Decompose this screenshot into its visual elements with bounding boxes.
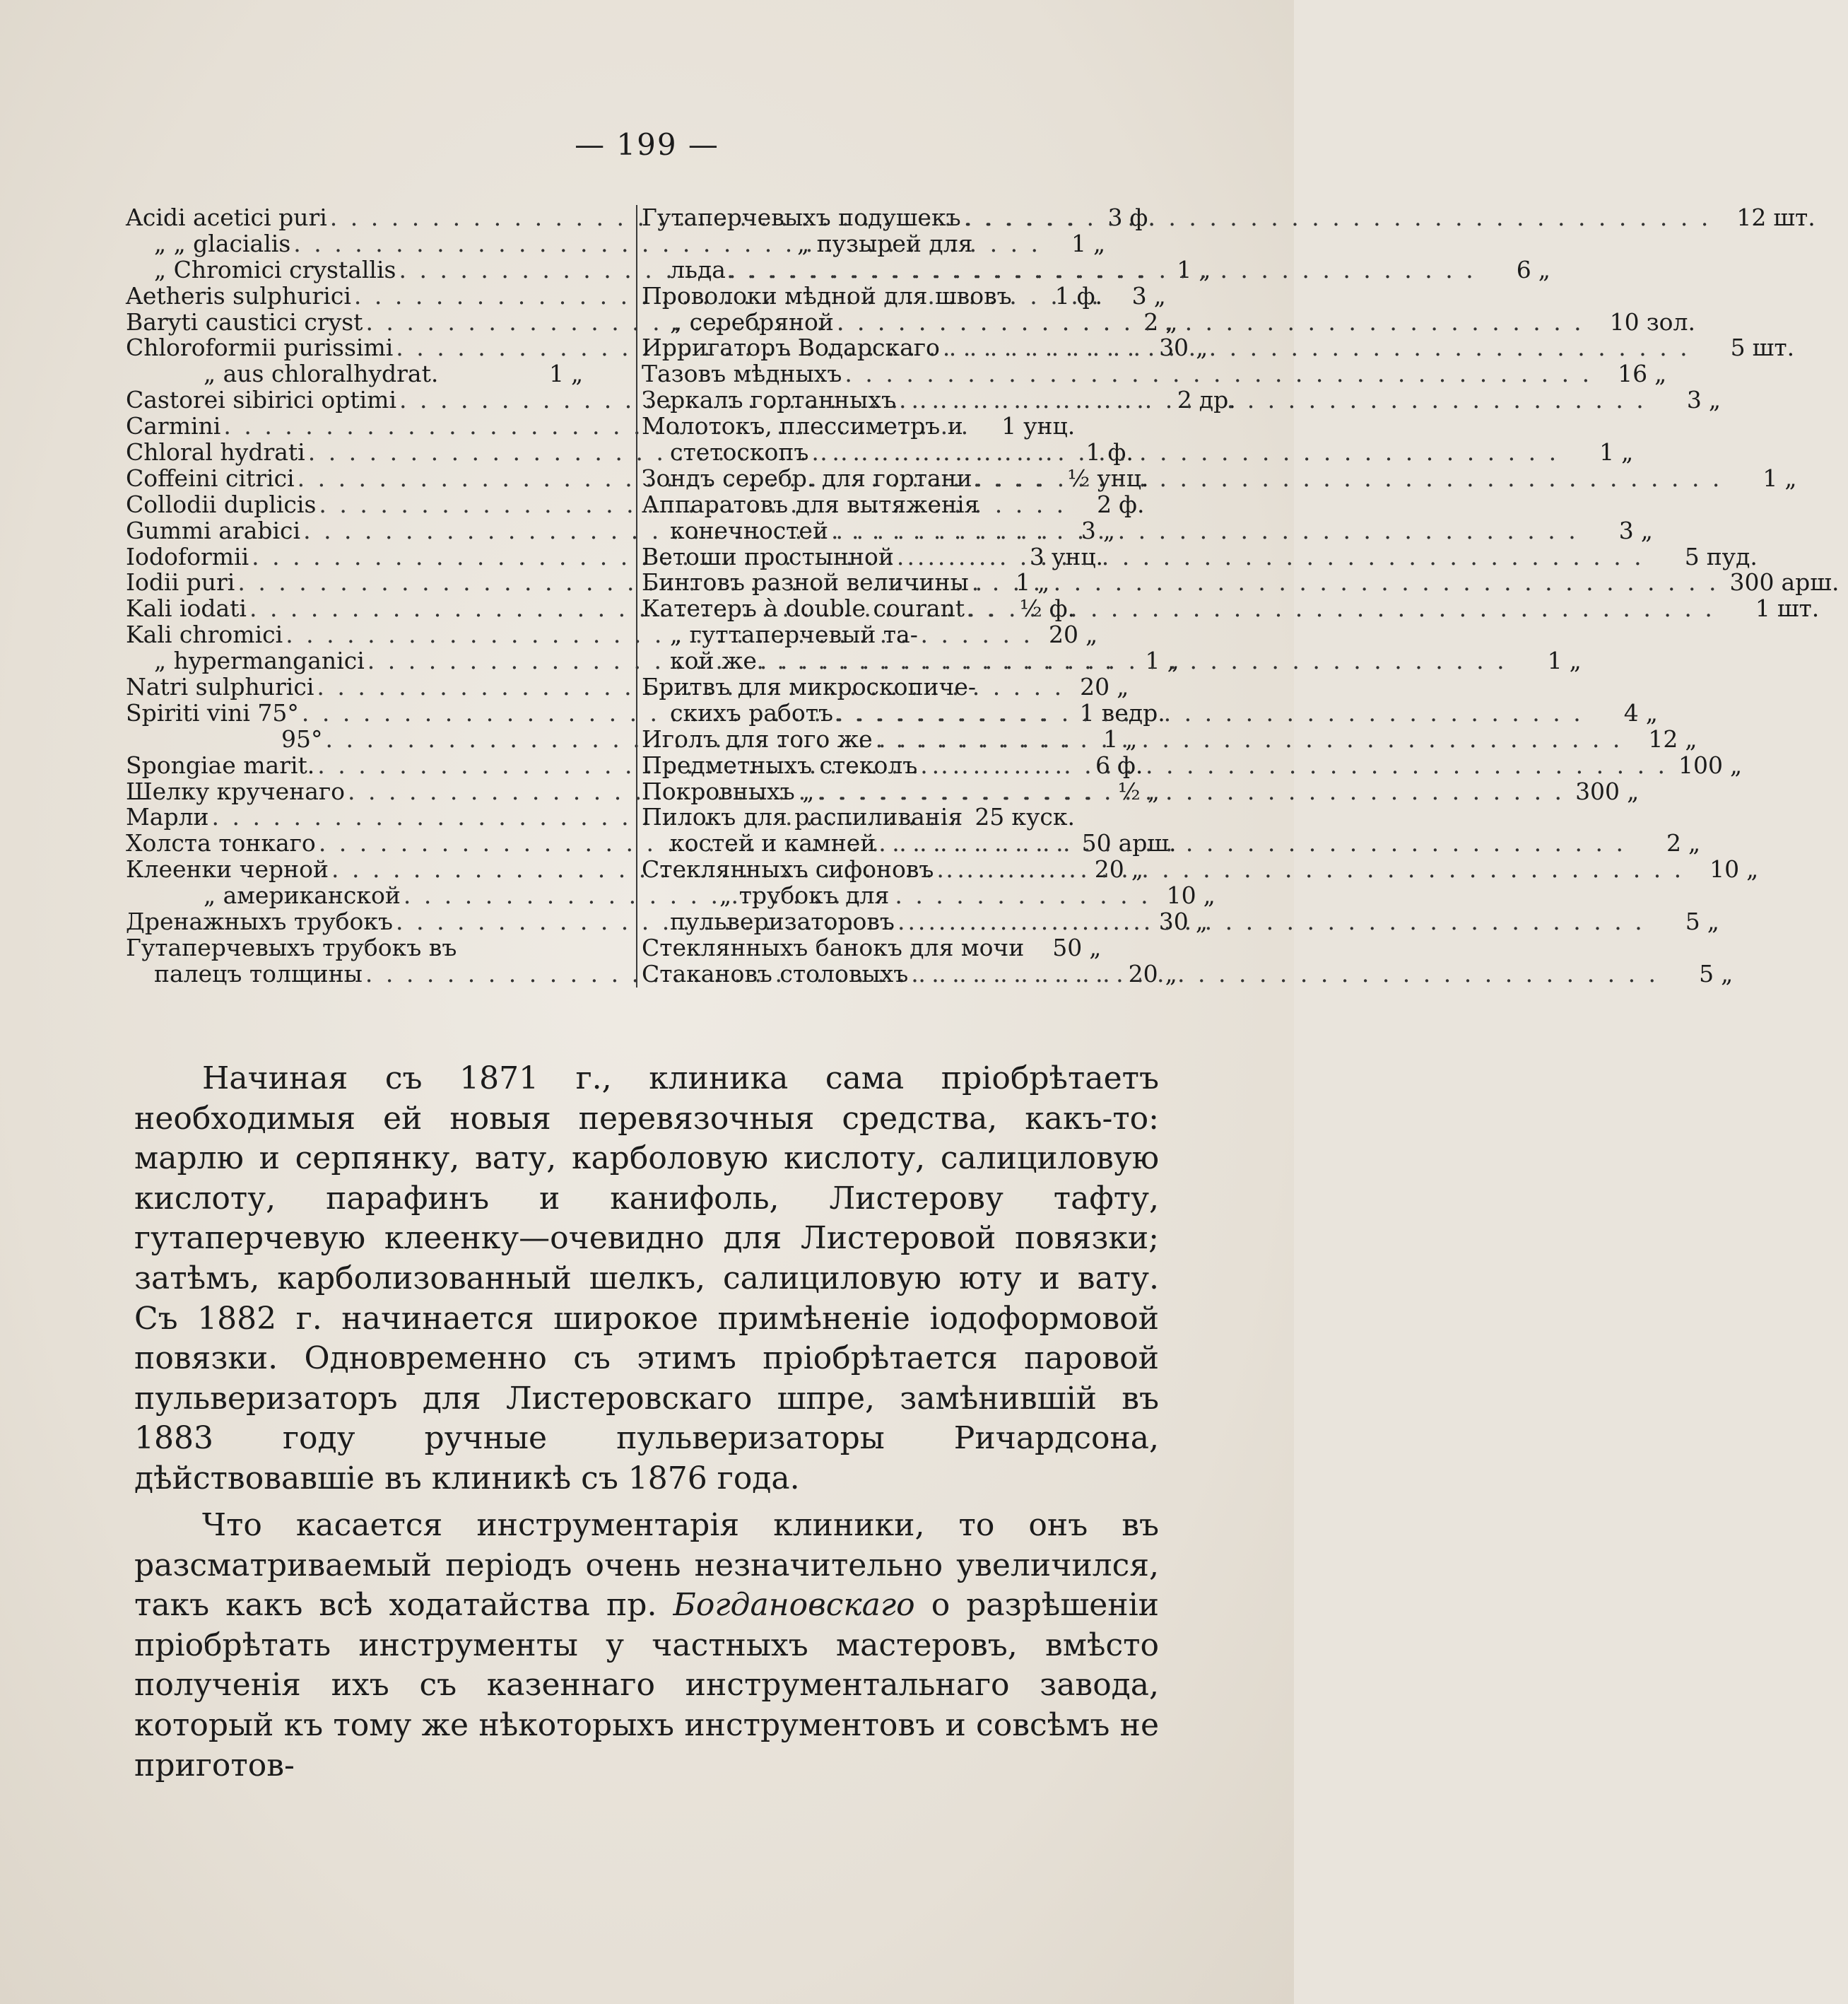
supply-quantity: ½ bbox=[1067, 464, 1090, 492]
supply-name: „ aus chloralhydrat. bbox=[204, 360, 439, 388]
supply-quantity: 5 bbox=[1685, 908, 1700, 936]
supply-unit: арш. bbox=[1781, 568, 1840, 597]
supply-quantity: 1 bbox=[549, 360, 564, 388]
supply-quantity: 3 bbox=[1081, 516, 1096, 544]
supply-name: Стакановъ столовыхъ bbox=[642, 959, 909, 988]
supply-quantity: 2 bbox=[1097, 490, 1112, 518]
supply-row bbox=[642, 283, 1129, 310]
leader-dots bbox=[934, 857, 1684, 883]
supply-quantity: 1 bbox=[1599, 438, 1615, 467]
supply-row bbox=[642, 255, 1550, 283]
supply-unit: „ bbox=[1627, 777, 1640, 805]
supply-quantity: 4 bbox=[1623, 698, 1639, 727]
leader-dots bbox=[908, 961, 1659, 988]
supply-unit: „ bbox=[1089, 933, 1102, 961]
supply-quantity: 3 bbox=[1029, 542, 1044, 570]
supply-unit: „ bbox=[1654, 360, 1667, 388]
supply-row bbox=[642, 935, 1129, 961]
paragraph-text-part: о разрѣшеніи пріобрѣтать инструменты у частныхъ мастеровъ, вмѣсто полученія ихъ съ казеннаго инструментальнаго завода, который къ тому же нѣкоторыхъ инструментовъ и совсѣмъ не приготов- bbox=[134, 1587, 1159, 1783]
supply-name: Kali iodati bbox=[126, 594, 247, 623]
supply-unit: шт. bbox=[1773, 204, 1815, 231]
supply-name: Aetheris sulphurici bbox=[126, 281, 351, 310]
supply-row bbox=[642, 568, 1840, 597]
leader-dots bbox=[726, 257, 1476, 283]
supply-row bbox=[642, 594, 1820, 623]
supply-quantity: 16 bbox=[1618, 360, 1648, 388]
supply-unit: шт. bbox=[1777, 594, 1820, 623]
supply-name: Kali chromici bbox=[126, 621, 283, 649]
leader-dots bbox=[873, 727, 1623, 753]
supply-quantity: 10 bbox=[1166, 881, 1196, 910]
supply-row bbox=[126, 935, 629, 961]
supply-unit: „ bbox=[1645, 698, 1658, 727]
supply-quantity: 10 bbox=[1709, 855, 1740, 884]
supply-name: „ пузырей для bbox=[797, 229, 973, 257]
supply-unit: „ bbox=[1153, 281, 1166, 310]
supply-unit: куск. bbox=[1011, 803, 1075, 831]
leader-dots bbox=[895, 909, 1645, 935]
supply-name: Acidi acetici puri bbox=[126, 204, 327, 231]
leader-dots bbox=[814, 779, 1565, 805]
supply-unit: „ bbox=[1093, 229, 1106, 257]
supply-name: Бинтовъ разной величины bbox=[642, 568, 969, 597]
supply-unit: „ bbox=[1167, 647, 1179, 675]
supply-name: Стеклянныхъ банокъ для мочи bbox=[642, 933, 1025, 961]
supply-name: Chloroformii purissimi bbox=[126, 334, 394, 362]
supply-quantity: 5 bbox=[1684, 542, 1700, 570]
supply-name: Collodii duplicis bbox=[126, 490, 317, 518]
supply-quantity: 300 bbox=[1575, 777, 1620, 805]
supply-row bbox=[642, 204, 1815, 231]
supply-unit: ф. bbox=[1129, 204, 1155, 231]
leader-dots bbox=[828, 518, 1579, 544]
supply-name: Гутаперчевыхъ трубокъ въ bbox=[126, 933, 457, 961]
supply-row bbox=[642, 751, 1743, 779]
supply-row bbox=[642, 360, 1667, 388]
supply-quantity: 6 bbox=[1516, 255, 1531, 283]
supply-unit: ф. bbox=[1117, 751, 1143, 779]
supply-name: Baryti caustici cryst bbox=[126, 307, 363, 336]
leader-dots bbox=[808, 440, 1559, 466]
supply-row bbox=[642, 307, 1696, 336]
leader-dots bbox=[842, 361, 1592, 387]
supply-name: „ hypermanganici bbox=[154, 647, 365, 675]
supply-row bbox=[126, 361, 629, 387]
supply-quantity: 50 bbox=[1052, 933, 1083, 961]
leader-dots bbox=[894, 544, 1644, 570]
supply-name: „ серебряной bbox=[670, 307, 834, 336]
supply-name: „ гуттаперчевый та- bbox=[670, 621, 918, 649]
supply-row bbox=[642, 231, 1129, 257]
supply-name: Castorei sibirici optimi bbox=[126, 386, 397, 414]
supply-row bbox=[642, 438, 1634, 467]
supply-row bbox=[642, 492, 1129, 518]
leader-dots bbox=[961, 205, 1712, 231]
supply-row bbox=[642, 464, 1797, 492]
supply-quantity: 30 bbox=[1158, 908, 1189, 936]
supply-quantity: 5 bbox=[1699, 959, 1714, 988]
paragraph-instruments bbox=[134, 1506, 1159, 1786]
supply-unit: ф. bbox=[1107, 438, 1134, 467]
supply-unit: „ bbox=[1117, 673, 1129, 701]
supply-quantity: 5 bbox=[1730, 334, 1746, 362]
paragraph-purchases bbox=[134, 1059, 1159, 1499]
leader-dots bbox=[876, 831, 1626, 857]
supply-name: кой же bbox=[670, 647, 757, 675]
supply-quantity: 12 bbox=[1736, 204, 1767, 231]
supply-unit: „ bbox=[1131, 855, 1143, 884]
supply-row bbox=[642, 622, 1129, 648]
supply-row bbox=[642, 674, 1129, 701]
supply-row bbox=[642, 647, 1582, 675]
leader-dots bbox=[965, 596, 1715, 622]
page-number: — 199 — bbox=[575, 127, 719, 162]
supply-quantity: 1 bbox=[1001, 412, 1017, 440]
supply-unit: унц. bbox=[1097, 464, 1149, 492]
supply-unit: „ bbox=[1085, 621, 1098, 649]
supply-quantity: 1 bbox=[1755, 594, 1770, 623]
supply-name: Бритвъ для микроскопиче- bbox=[642, 673, 977, 701]
supply-quantity: 3 bbox=[1131, 281, 1147, 310]
supply-unit: др. bbox=[1199, 386, 1236, 414]
supply-unit: „ bbox=[1688, 829, 1701, 857]
supply-name: Марли bbox=[126, 803, 209, 831]
supply-quantity: 300 bbox=[1729, 568, 1775, 597]
supply-unit: „ bbox=[1196, 334, 1208, 362]
supply-name: Покровныхъ „ bbox=[642, 777, 815, 805]
supply-name: „ Chromici crystallis bbox=[154, 255, 396, 283]
supply-quantity: 1 bbox=[1177, 255, 1192, 283]
supply-name: стетоскопъ bbox=[670, 438, 809, 467]
supply-row bbox=[642, 414, 1129, 440]
supply-quantity: 1 bbox=[1145, 647, 1160, 675]
supply-unit: „ bbox=[1037, 568, 1050, 597]
supply-name: костей и камней bbox=[670, 829, 876, 857]
supply-name: Аппаратовъ для вытяженія bbox=[642, 490, 979, 518]
supply-quantity: 20 bbox=[1128, 959, 1158, 988]
supply-quantity: 1 bbox=[1547, 647, 1562, 675]
supply-quantity: 25 bbox=[975, 803, 1005, 831]
supply-unit: „ bbox=[1730, 751, 1743, 779]
leader-dots bbox=[940, 335, 1690, 361]
supply-name: Iodii puri bbox=[126, 568, 235, 597]
supply-quantity: 1 bbox=[1085, 438, 1101, 467]
supply-quantity: 20 bbox=[1080, 673, 1110, 701]
supply-name: Зондъ серебр. для гортани bbox=[642, 464, 972, 492]
supply-name: Coffeini citrici bbox=[126, 464, 295, 492]
leader-dots bbox=[896, 387, 1647, 414]
supply-unit: арш. bbox=[1118, 829, 1177, 857]
supply-quantity: 3 bbox=[1107, 204, 1123, 231]
supply-quantity: 2 bbox=[1666, 829, 1681, 857]
supply-unit: „ bbox=[1621, 438, 1634, 467]
supply-unit: „ bbox=[571, 360, 584, 388]
supply-name: „ трубокъ для bbox=[719, 881, 890, 910]
leader-dots bbox=[834, 307, 1584, 336]
supply-row bbox=[642, 883, 1129, 909]
leader-dots bbox=[917, 753, 1668, 779]
leader-dots bbox=[969, 570, 1719, 596]
supply-quantity: 1 bbox=[1016, 568, 1031, 597]
supply-name: Spongiae marit. bbox=[126, 751, 315, 779]
supply-quantity: 20 bbox=[1094, 855, 1124, 884]
supply-unit: „ bbox=[1165, 307, 1178, 336]
supply-name: „ „ glacialis bbox=[154, 229, 291, 257]
supply-name: Spiriti vini 75° bbox=[126, 698, 299, 727]
supply-quantity: 2 bbox=[1177, 386, 1192, 414]
paragraph-text bbox=[134, 1506, 1159, 1786]
supply-name: Дренажныхъ трубокъ bbox=[126, 908, 394, 936]
leader-dots bbox=[833, 698, 1584, 727]
supply-unit: „ bbox=[1203, 881, 1216, 910]
supply-quantity: 20 bbox=[1048, 621, 1078, 649]
supply-name: Гутаперчевыхъ подушекъ bbox=[642, 204, 961, 231]
supply-row bbox=[642, 725, 1697, 753]
italic-surname: Богдановскаго bbox=[673, 1587, 915, 1624]
supply-quantity: 12 bbox=[1648, 725, 1678, 753]
supply-name: Клеенки черной bbox=[126, 855, 329, 884]
supply-name: Пилокъ для распиливанія bbox=[642, 803, 963, 831]
supply-name: Зеркалъ гортанныхъ bbox=[642, 386, 897, 414]
supply-name: Холста тонкаго bbox=[126, 829, 316, 857]
leader-dots bbox=[757, 648, 1507, 674]
supply-unit: пуд. bbox=[1706, 542, 1758, 570]
supply-unit: „ bbox=[1640, 516, 1653, 544]
supply-unit: „ bbox=[1125, 725, 1138, 753]
supply-name: Carmini bbox=[126, 412, 221, 440]
supply-quantity: ½ bbox=[1019, 594, 1042, 623]
supply-name: Предметныхъ стеколъ bbox=[642, 751, 918, 779]
supply-quantity: 1 bbox=[1071, 229, 1087, 257]
supply-name: Шелку крученаго bbox=[126, 777, 346, 805]
supply-unit: „ bbox=[1102, 516, 1115, 544]
supply-quantity: 30 bbox=[1159, 334, 1189, 362]
supply-quantity: 2 bbox=[1143, 307, 1159, 336]
supply-name: Iodoformii bbox=[126, 542, 249, 570]
supply-unit: ф. bbox=[1049, 594, 1076, 623]
supply-row bbox=[642, 516, 1653, 544]
supply-quantity: 6 bbox=[1095, 751, 1111, 779]
supply-unit: „ bbox=[1707, 908, 1719, 936]
supply-quantity: 3 bbox=[1618, 516, 1634, 544]
supply-unit: „ bbox=[1746, 855, 1759, 884]
supply-unit: ф. bbox=[1119, 490, 1145, 518]
supply-unit: „ bbox=[1199, 255, 1211, 283]
supply-quantity: 100 bbox=[1678, 751, 1724, 779]
supply-name: льда bbox=[670, 255, 726, 283]
supply-name: Natri sulphurici bbox=[126, 673, 314, 701]
supply-name: скихъ работъ bbox=[670, 698, 833, 727]
supply-row bbox=[642, 804, 1129, 831]
supply-name: Катетеръ à double courant bbox=[642, 594, 965, 623]
supply-quantity: 1 bbox=[1762, 464, 1778, 492]
supply-name: палецъ толщины bbox=[154, 959, 363, 988]
supply-unit: „ bbox=[1685, 725, 1697, 753]
supply-unit: „ bbox=[1784, 464, 1797, 492]
supply-unit: унц. bbox=[1023, 412, 1076, 440]
supply-name: Gummi arabici bbox=[126, 516, 301, 544]
leader-dots bbox=[972, 466, 1723, 492]
supply-name: Chloral hydrati bbox=[126, 438, 305, 467]
supply-unit: „ bbox=[1721, 959, 1734, 988]
supply-name: конечностей bbox=[670, 516, 828, 544]
supply-quantity: 50 bbox=[1081, 829, 1112, 857]
supply-unit: зол. bbox=[1646, 307, 1696, 336]
supply-quantity: 1 bbox=[1103, 725, 1119, 753]
supply-unit: „ bbox=[1195, 908, 1208, 936]
supply-name: Стеклянныхъ сифоновъ bbox=[642, 855, 934, 884]
supply-unit: „ bbox=[1538, 255, 1550, 283]
supply-name: 95° bbox=[281, 725, 323, 753]
supply-unit: ф. bbox=[1076, 281, 1103, 310]
paragraph-text: Начиная съ 1871 г., клиника сама пріобрѣтаетъ необходимыя ей новыя перевязочныя средства, какъ-то: марлю и серпянку, вату, карболовую кислоту, салициловую кислоту, парафинъ и канифоль, Листерову тафту, гутаперчевую клеенку—очевидно для Листеровой повязки; затѣмъ, карболизованный шелкъ, салициловую юту и вату. Съ 1882 г. начинается широкое примѣненіе іодоформовой повязки. Одновременно съ этимъ пріобрѣтается паровой пульверизаторъ для Листеровскаго шпре, замѣнившій въ 1883 году ручные пульверизаторы Ричардсона, дѣйствовавшіе въ клиникѣ съ 1876 года. bbox=[134, 1060, 1159, 1496]
supply-name: Проволоки мѣдной для швовъ bbox=[642, 281, 1012, 310]
supply-name: Иголъ для того же bbox=[642, 725, 873, 753]
supply-unit: „ bbox=[1708, 386, 1721, 414]
supply-quantity: 1 bbox=[1054, 281, 1070, 310]
supply-row bbox=[642, 855, 1759, 884]
supply-name: Молотокъ, плессиметръ и bbox=[642, 412, 963, 440]
paragraph-text-part: Что касается инструментарія клиники, то онъ въ разсматриваемый періодъ очень незначительно увеличился, такъ какъ всѣ ходатайства пр. bbox=[134, 1507, 1159, 1624]
supply-unit: „ bbox=[1165, 959, 1177, 988]
supply-unit: шт. bbox=[1752, 334, 1795, 362]
supply-quantity: ½ bbox=[1117, 777, 1141, 805]
supply-name: „ американской bbox=[204, 881, 401, 910]
supply-row bbox=[642, 542, 1758, 570]
supply-name: пульверизаторовъ bbox=[670, 908, 895, 936]
supply-unit: унц. bbox=[1051, 542, 1104, 570]
supply-name: Ирригаторъ Водарскаго bbox=[642, 334, 940, 362]
supply-unit: „ bbox=[1569, 647, 1582, 675]
supply-quantity: 3 bbox=[1686, 386, 1702, 414]
supply-name: Тазовъ мѣдныхъ bbox=[642, 360, 842, 388]
supply-quantity: 1 bbox=[1079, 698, 1095, 727]
supply-unit: „ bbox=[1147, 777, 1160, 805]
supply-unit: ведр. bbox=[1101, 698, 1165, 727]
supply-quantity: 10 bbox=[1609, 307, 1640, 336]
supply-name: Ветоши простынной bbox=[642, 542, 894, 570]
